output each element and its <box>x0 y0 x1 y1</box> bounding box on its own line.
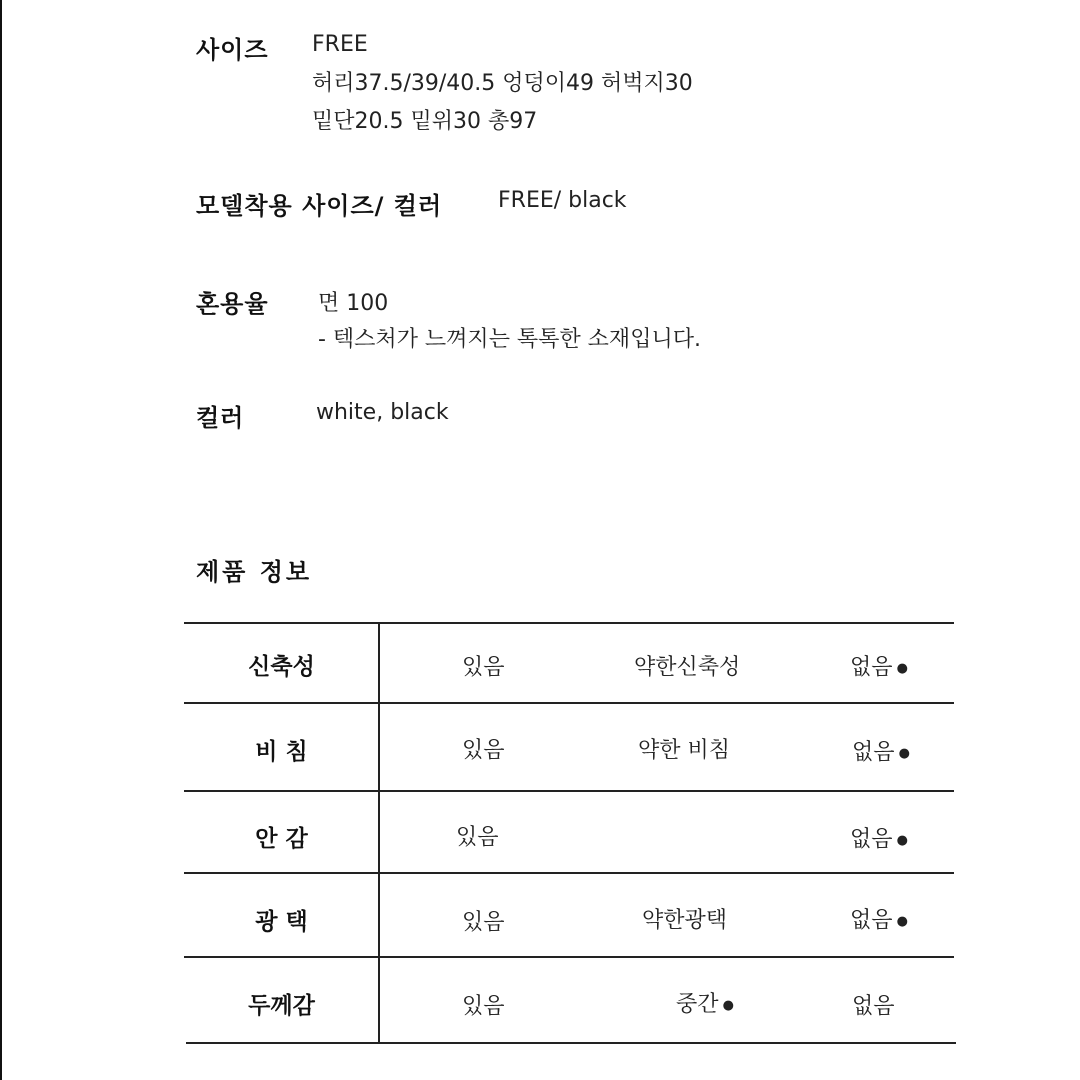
material-label: 혼용율 <box>196 290 269 318</box>
row-label-gloss: 광 택 <box>255 909 308 935</box>
model-size-value: FREE/ black <box>498 188 627 213</box>
row-label-sheerness: 비 침 <box>255 739 308 765</box>
option-yes: 있음 <box>462 994 505 1019</box>
option-yes: 있음 <box>462 910 505 935</box>
row-label-lining: 안 감 <box>255 826 308 852</box>
table-row-divider <box>184 956 954 958</box>
color-value: white, black <box>316 400 449 425</box>
option-yes: 있음 <box>462 655 505 680</box>
left-border <box>0 0 2 1080</box>
product-info-title: 제품 정보 <box>196 558 313 586</box>
model-size-label: 모델착용 사이즈/ 컬러 <box>196 192 443 220</box>
option-none: 없음 <box>852 994 895 1019</box>
size-measurements: 허리37.5/39/40.5 엉덩이49 허벅지30 <box>312 71 693 96</box>
option-none-selected: 없음 ● <box>850 903 908 934</box>
size-measurements-2: 밑단20.5 밑위30 총97 <box>312 109 538 134</box>
table-row-divider <box>184 872 954 874</box>
size-free: FREE <box>312 32 368 57</box>
material-value: 면 100 <box>318 291 389 316</box>
option-weak: 약한 비침 <box>638 738 731 763</box>
option-none-selected: 없음 ● <box>850 822 908 853</box>
option-yes: 있음 <box>462 738 505 763</box>
option-none-selected: 없음 ● <box>852 735 910 766</box>
color-label: 컬러 <box>196 404 245 432</box>
option-yes: 있음 <box>456 825 499 850</box>
material-note: - 텍스처가 느껴지는 톡톡한 소재입니다. <box>318 327 701 352</box>
row-label-stretch: 신축성 <box>248 654 315 680</box>
table-top-border <box>184 622 954 624</box>
table-bottom-border <box>186 1042 956 1044</box>
size-label: 사이즈 <box>196 36 269 64</box>
option-none-selected: 없음 ● <box>850 650 908 681</box>
option-medium-selected: 중간 ● <box>676 987 734 1018</box>
option-weak: 약한신축성 <box>634 655 741 680</box>
table-row-divider <box>184 702 954 704</box>
row-label-thickness: 두께감 <box>248 993 315 1019</box>
table-row-divider <box>184 790 954 792</box>
option-weak: 약한광택 <box>642 908 728 933</box>
